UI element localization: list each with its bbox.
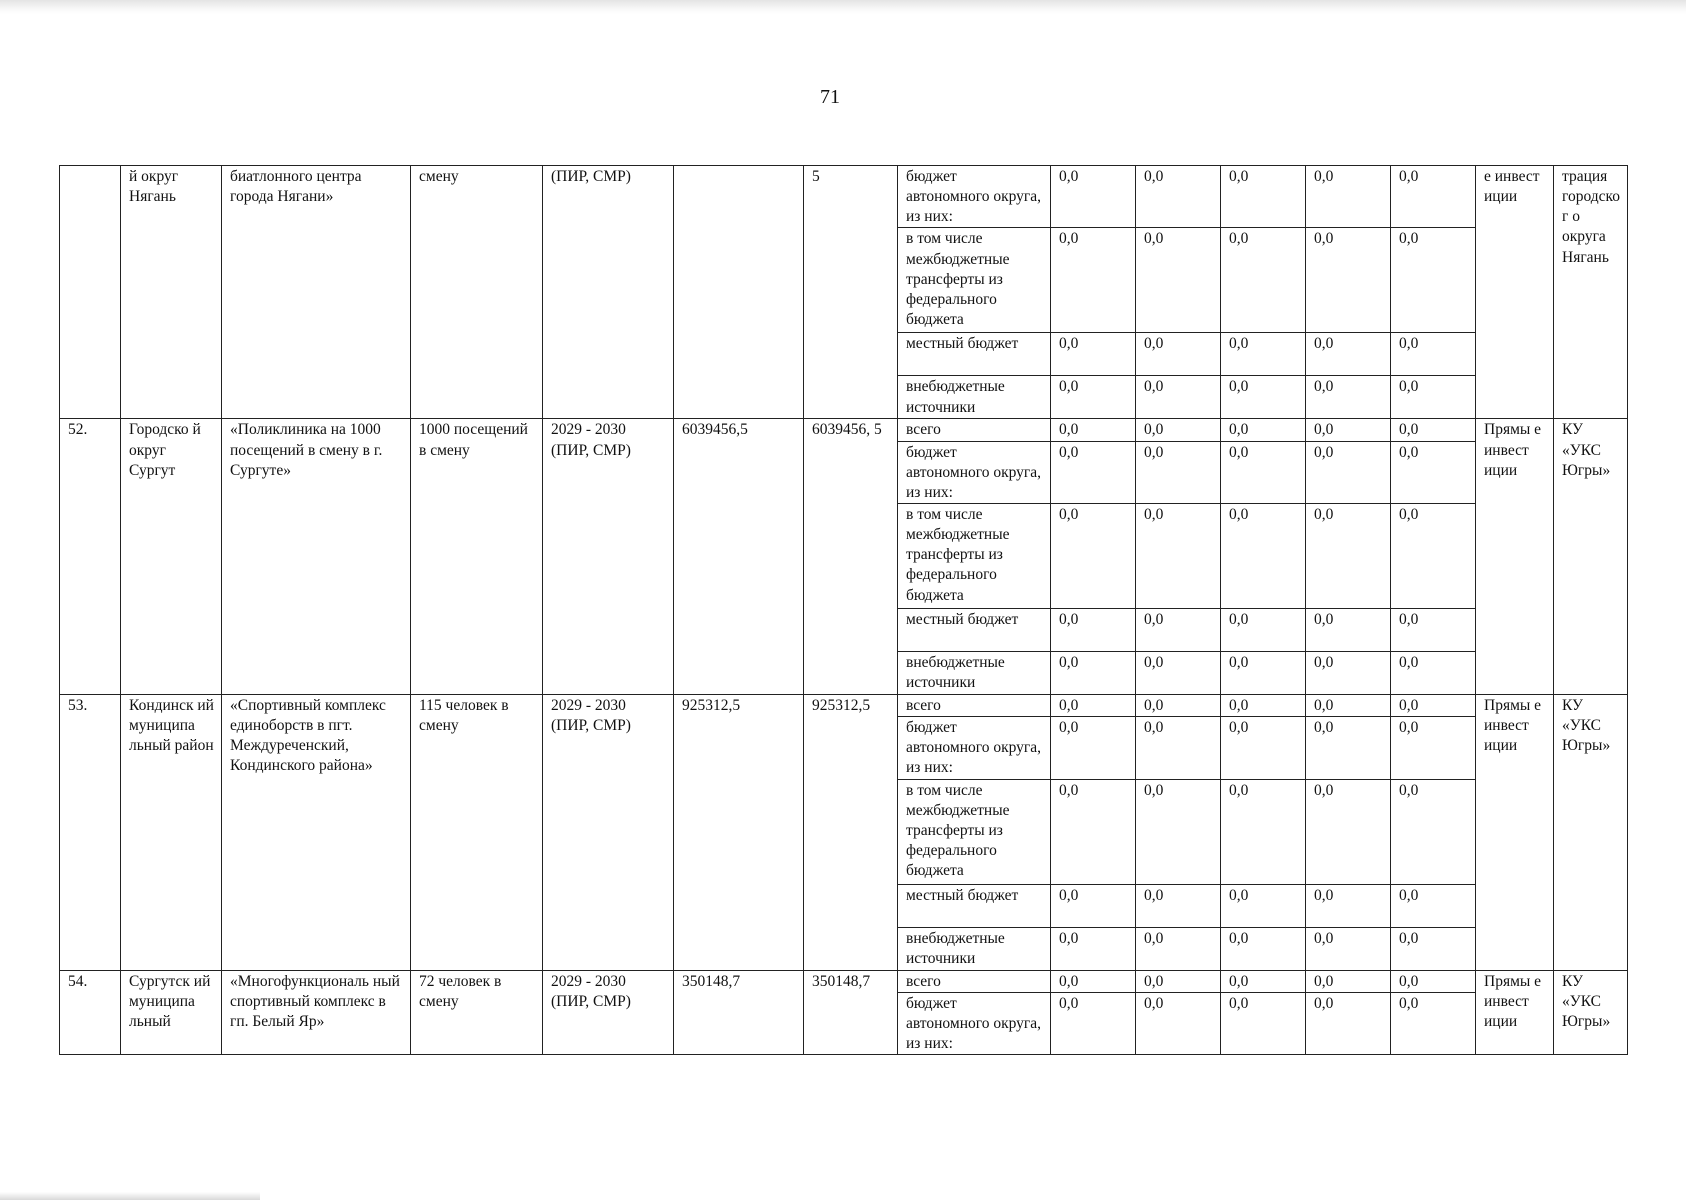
funding-value-cell: 0,0 — [1221, 228, 1306, 333]
funding-value-cell: 0,0 — [1221, 884, 1306, 927]
funding-value-cell: 0,0 — [1221, 970, 1306, 992]
funding-value-cell: 0,0 — [1391, 166, 1476, 228]
funding-value-cell: 0,0 — [1136, 166, 1221, 228]
capacity-cell: 115 человек в смену — [411, 694, 543, 970]
page-number: 71 — [820, 86, 840, 108]
scan-edge-top — [0, 0, 1686, 14]
funding-value-cell: 0,0 — [1051, 376, 1136, 419]
funding-value-cell: 0,0 — [1051, 333, 1136, 376]
funding-value-cell: 0,0 — [1221, 376, 1306, 419]
funding-value-cell: 0,0 — [1136, 992, 1221, 1054]
funding-value-cell: 0,0 — [1391, 419, 1476, 441]
funding-value-cell: 0,0 — [1391, 779, 1476, 884]
funding-value-cell: 0,0 — [1051, 779, 1136, 884]
row-number-cell: 53. — [60, 694, 121, 970]
cost-cell: 350148,7 — [674, 970, 804, 1055]
remaining-cost-cell: 350148,7 — [804, 970, 898, 1055]
funding-value-cell: 0,0 — [1306, 694, 1391, 716]
object-name-cell: «Поликлиника на 1000 посещений в смену в г. Сургуте» — [222, 419, 411, 695]
funding-value-cell: 0,0 — [1306, 608, 1391, 651]
funding-value-cell: 0,0 — [1051, 608, 1136, 651]
object-name-cell: биатлонного центра города Нягани» — [222, 166, 411, 419]
funding-source-cell: бюджет автономного округа, из них: — [898, 166, 1051, 228]
period-cell: (ПИР, СМР) — [543, 166, 674, 419]
funding-value-cell: 0,0 — [1051, 970, 1136, 992]
funding-source-cell: в том числе межбюджетные трансферты из федерального бюджета — [898, 779, 1051, 884]
table-row — [60, 166, 1628, 228]
capacity-cell: 72 человек в смену — [411, 970, 543, 1055]
funding-value-cell: 0,0 — [1221, 651, 1306, 694]
funding-value-cell: 0,0 — [1221, 166, 1306, 228]
investment-table — [59, 165, 1628, 1055]
funding-source-cell: в том числе межбюджетные трансферты из федерального бюджета — [898, 228, 1051, 333]
funding-value-cell: 0,0 — [1306, 376, 1391, 419]
funding-value-cell: 0,0 — [1051, 651, 1136, 694]
funding-value-cell: 0,0 — [1136, 441, 1221, 503]
period-cell: 2029 - 2030 (ПИР, СМР) — [543, 970, 674, 1055]
funding-value-cell: 0,0 — [1136, 694, 1221, 716]
investment-type-cell: Прямы е инвест иции — [1476, 970, 1554, 1055]
cost-cell — [674, 166, 804, 419]
funding-value-cell: 0,0 — [1221, 503, 1306, 608]
customer-cell: КУ «УКС Югры» — [1554, 970, 1628, 1055]
funding-value-cell: 0,0 — [1306, 228, 1391, 333]
funding-value-cell: 0,0 — [1391, 441, 1476, 503]
investment-type-cell: Прямы е инвест иции — [1476, 419, 1554, 695]
remaining-cost-cell: 6039456, 5 — [804, 419, 898, 695]
funding-value-cell: 0,0 — [1391, 651, 1476, 694]
funding-value-cell: 0,0 — [1221, 992, 1306, 1054]
row-number-cell: 54. — [60, 970, 121, 1055]
funding-source-cell: бюджет автономного округа, из них: — [898, 441, 1051, 503]
funding-value-cell: 0,0 — [1391, 884, 1476, 927]
funding-source-cell: бюджет автономного округа, из них: — [898, 717, 1051, 779]
object-name-cell: «Многофункциональ ный спортивный комплекс в гп. Белый Яр» — [222, 970, 411, 1055]
capacity-cell: 1000 посещений в смену — [411, 419, 543, 695]
funding-value-cell: 0,0 — [1051, 503, 1136, 608]
funding-value-cell: 0,0 — [1391, 376, 1476, 419]
row-number-cell: 52. — [60, 419, 121, 695]
remaining-cost-cell: 5 — [804, 166, 898, 419]
customer-cell: трация городског о округа Нягань — [1554, 166, 1628, 419]
funding-value-cell: 0,0 — [1221, 717, 1306, 779]
capacity-cell: смену — [411, 166, 543, 419]
funding-source-cell: местный бюджет — [898, 333, 1051, 376]
municipality-cell: Кондинск ий муниципа льный район — [121, 694, 222, 970]
funding-value-cell: 0,0 — [1136, 228, 1221, 333]
funding-source-cell: местный бюджет — [898, 884, 1051, 927]
funding-value-cell: 0,0 — [1306, 333, 1391, 376]
funding-value-cell: 0,0 — [1391, 717, 1476, 779]
funding-source-cell: всего — [898, 694, 1051, 716]
funding-value-cell: 0,0 — [1136, 779, 1221, 884]
funding-value-cell: 0,0 — [1306, 927, 1391, 970]
period-cell: 2029 - 2030 (ПИР, СМР) — [543, 694, 674, 970]
funding-value-cell: 0,0 — [1051, 694, 1136, 716]
investment-type-cell: е инвест иции — [1476, 166, 1554, 419]
funding-value-cell: 0,0 — [1136, 333, 1221, 376]
municipality-cell: Городско й округ Сургут — [121, 419, 222, 695]
funding-value-cell: 0,0 — [1306, 166, 1391, 228]
object-name-cell: «Спортивный комплекс единоборств в пгт. Междуреченский, Кондинского района» — [222, 694, 411, 970]
funding-value-cell: 0,0 — [1221, 441, 1306, 503]
table-row — [60, 970, 1628, 992]
funding-value-cell: 0,0 — [1051, 228, 1136, 333]
funding-source-cell: всего — [898, 419, 1051, 441]
funding-value-cell: 0,0 — [1136, 884, 1221, 927]
funding-value-cell: 0,0 — [1391, 503, 1476, 608]
funding-value-cell: 0,0 — [1391, 608, 1476, 651]
funding-value-cell: 0,0 — [1136, 717, 1221, 779]
funding-value-cell: 0,0 — [1136, 927, 1221, 970]
funding-value-cell: 0,0 — [1136, 970, 1221, 992]
funding-source-cell: местный бюджет — [898, 608, 1051, 651]
funding-value-cell: 0,0 — [1221, 779, 1306, 884]
funding-value-cell: 0,0 — [1051, 166, 1136, 228]
cost-cell: 6039456,5 — [674, 419, 804, 695]
funding-value-cell: 0,0 — [1221, 608, 1306, 651]
investment-type-cell: Прямы е инвест иции — [1476, 694, 1554, 970]
funding-value-cell: 0,0 — [1221, 419, 1306, 441]
funding-value-cell: 0,0 — [1391, 228, 1476, 333]
funding-source-cell: внебюджетные источники — [898, 651, 1051, 694]
row-number-cell — [60, 166, 121, 419]
scan-edge-bottom — [0, 1192, 260, 1200]
funding-value-cell: 0,0 — [1051, 927, 1136, 970]
funding-value-cell: 0,0 — [1306, 441, 1391, 503]
funding-value-cell: 0,0 — [1136, 419, 1221, 441]
funding-value-cell: 0,0 — [1306, 503, 1391, 608]
funding-value-cell: 0,0 — [1306, 884, 1391, 927]
funding-source-cell: в том числе межбюджетные трансферты из федерального бюджета — [898, 503, 1051, 608]
funding-value-cell: 0,0 — [1221, 333, 1306, 376]
funding-value-cell: 0,0 — [1136, 651, 1221, 694]
remaining-cost-cell: 925312,5 — [804, 694, 898, 970]
table-row — [60, 419, 1628, 441]
funding-value-cell: 0,0 — [1051, 884, 1136, 927]
funding-value-cell: 0,0 — [1051, 441, 1136, 503]
funding-value-cell: 0,0 — [1051, 717, 1136, 779]
funding-value-cell: 0,0 — [1051, 419, 1136, 441]
municipality-cell: й округ Нягань — [121, 166, 222, 419]
funding-source-cell: всего — [898, 970, 1051, 992]
customer-cell: КУ «УКС Югры» — [1554, 419, 1628, 695]
funding-value-cell: 0,0 — [1391, 992, 1476, 1054]
municipality-cell: Сургутск ий муниципа льный — [121, 970, 222, 1055]
funding-value-cell: 0,0 — [1221, 927, 1306, 970]
funding-value-cell: 0,0 — [1306, 779, 1391, 884]
funding-value-cell: 0,0 — [1391, 970, 1476, 992]
funding-source-cell: бюджет автономного округа, из них: — [898, 992, 1051, 1054]
funding-value-cell: 0,0 — [1136, 503, 1221, 608]
funding-value-cell: 0,0 — [1306, 651, 1391, 694]
funding-value-cell: 0,0 — [1136, 608, 1221, 651]
funding-value-cell: 0,0 — [1221, 694, 1306, 716]
funding-value-cell: 0,0 — [1391, 333, 1476, 376]
table-row — [60, 694, 1628, 716]
period-cell: 2029 - 2030 (ПИР, СМР) — [543, 419, 674, 695]
funding-value-cell: 0,0 — [1306, 970, 1391, 992]
funding-value-cell: 0,0 — [1051, 992, 1136, 1054]
cost-cell: 925312,5 — [674, 694, 804, 970]
customer-cell: КУ «УКС Югры» — [1554, 694, 1628, 970]
funding-source-cell: внебюджетные источники — [898, 927, 1051, 970]
funding-value-cell: 0,0 — [1306, 717, 1391, 779]
funding-value-cell: 0,0 — [1391, 927, 1476, 970]
funding-value-cell: 0,0 — [1306, 992, 1391, 1054]
funding-value-cell: 0,0 — [1136, 376, 1221, 419]
funding-source-cell: внебюджетные источники — [898, 376, 1051, 419]
funding-value-cell: 0,0 — [1306, 419, 1391, 441]
funding-value-cell: 0,0 — [1391, 694, 1476, 716]
